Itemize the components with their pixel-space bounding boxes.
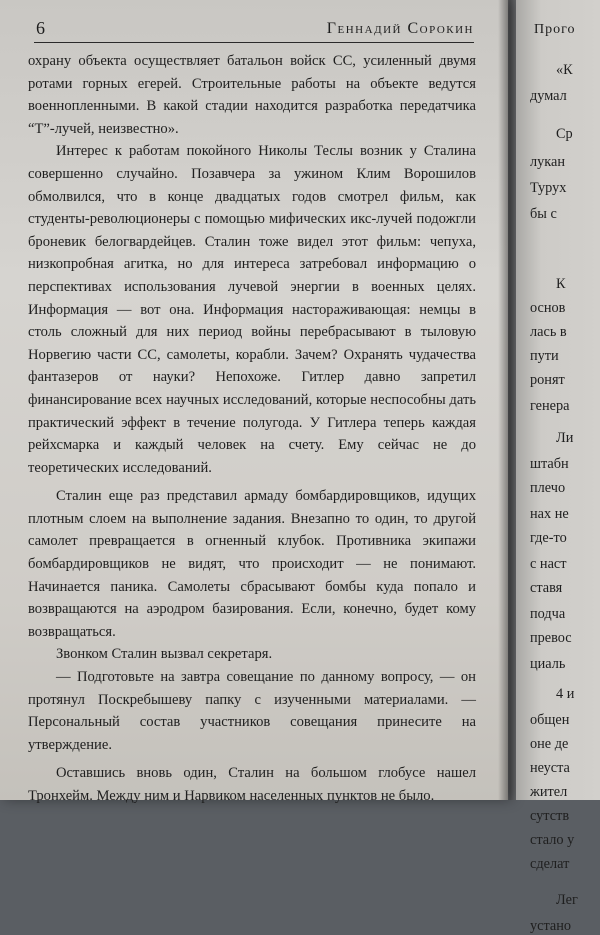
right-page: [516, 0, 600, 934]
right-page-line: Лег: [556, 892, 578, 908]
right-page-line: ронят: [530, 372, 565, 388]
right-page-line: генера: [530, 398, 570, 414]
right-page-line: циаль: [530, 656, 566, 672]
right-page-line: Турух: [530, 180, 567, 196]
right-page-line: Ср: [556, 126, 573, 142]
paragraph: Оставшись вновь один, Сталин на большом глобусе нашел Тронхейм. Между ним и Нарвиком населенных пунктов не было.: [28, 765, 476, 804]
right-page-line: штабн: [530, 456, 569, 472]
right-page-line: жител: [530, 784, 568, 800]
paragraph: — Подготовьте на завтра совещание по данному вопросу, — он протянул Поскребышеву папку с изученными материалами. — Персональный состав участников совещания принесите на утверждение.: [28, 669, 476, 753]
right-page-line: плечо: [530, 480, 566, 496]
paragraph: Интерес к работам покойного Николы Теслы возник у Сталина совершенно случайно. Позавчера за ужином Клим Ворошилов обмолвился, что в конце двадцатых годов смотрел фильм, как студенты-революционеры с помощью мифических икс-лучей подожгли броневик белогвардейцев. Сталин тоже видел этот фильм: чепуха, низкопробная агитка, но для интереса затребовал информацию о перспективах использования лучевой энергии в военных целях. Информация — вот она. Информация настораживающая: немцы в столь сложный для них период войны перебрасывают в тыловую Норвегию части СС, самолеты, корабли. Зачем? Охранять чудачества фантазеров от науки? Непохоже. Гитлер давно запретил финансирование всех научных исследований, которые неспособны дать практический эффект в течение полугода. У Гитлера теперь каждая рейхсмарка и каждый человек на счету. Ему сейчас не до теоретических исследований.: [28, 143, 476, 476]
running-head-author: Геннадий Сорокин: [326, 20, 474, 37]
right-page-line: думал: [530, 88, 567, 104]
right-page-line: Ли: [556, 430, 574, 446]
right-page-line: сделат: [530, 856, 570, 872]
right-page-line: ставя: [530, 580, 563, 596]
right-page-line: нах не: [530, 506, 569, 522]
right-page-line: с наст: [530, 556, 567, 572]
right-page-line: лукан: [530, 154, 566, 170]
paragraph: Сталин еще раз представил армаду бомбардировщиков, идущих плотным слоем на выполнение задания. Внезапно то один, то другой самолет превращается в огненный клубок. Противника экипажи бомбардировщиков не видят, что происходит — не понимают. Начинается паника. Самолеты сбрасывают бомбы куда попало и возвращаются на аэродром базирования. Если, конечно, будет кому возвращаться.: [28, 488, 476, 640]
right-page-line: пути: [530, 348, 559, 364]
right-page-line: подча: [530, 606, 566, 622]
page-header: [34, 18, 474, 43]
right-page-line: превос: [530, 630, 572, 646]
right-page-line: оне де: [530, 736, 569, 752]
body-text: [28, 50, 476, 808]
right-running-head: Прого: [534, 22, 576, 37]
right-page-line: бы с: [530, 206, 557, 222]
right-page-line: К: [556, 276, 566, 292]
right-page-line: стало у: [530, 832, 575, 848]
page-number: 6: [36, 18, 45, 38]
right-page-line: 4 и: [556, 686, 575, 702]
right-page-line: «К: [556, 62, 573, 78]
paragraph: охрану объекта осуществляет батальон войск СС, усиленный двумя ротами горных егерей. Строительные работы на объекте ведутся военнопленными. В какой стадии находится разработка передатчика “Т”-лучей, неизвестно».: [28, 53, 476, 137]
right-page-line: неуста: [530, 760, 570, 776]
right-page-line: общен: [530, 712, 570, 728]
right-page-line: лась в: [530, 324, 567, 340]
right-page-line: устано: [530, 918, 572, 934]
right-page-line: основ: [530, 300, 566, 316]
right-page-line: где-то: [530, 530, 567, 546]
right-page-line: сутств: [530, 808, 570, 824]
paragraph: Звонком Сталин вызвал секретаря.: [56, 646, 273, 663]
